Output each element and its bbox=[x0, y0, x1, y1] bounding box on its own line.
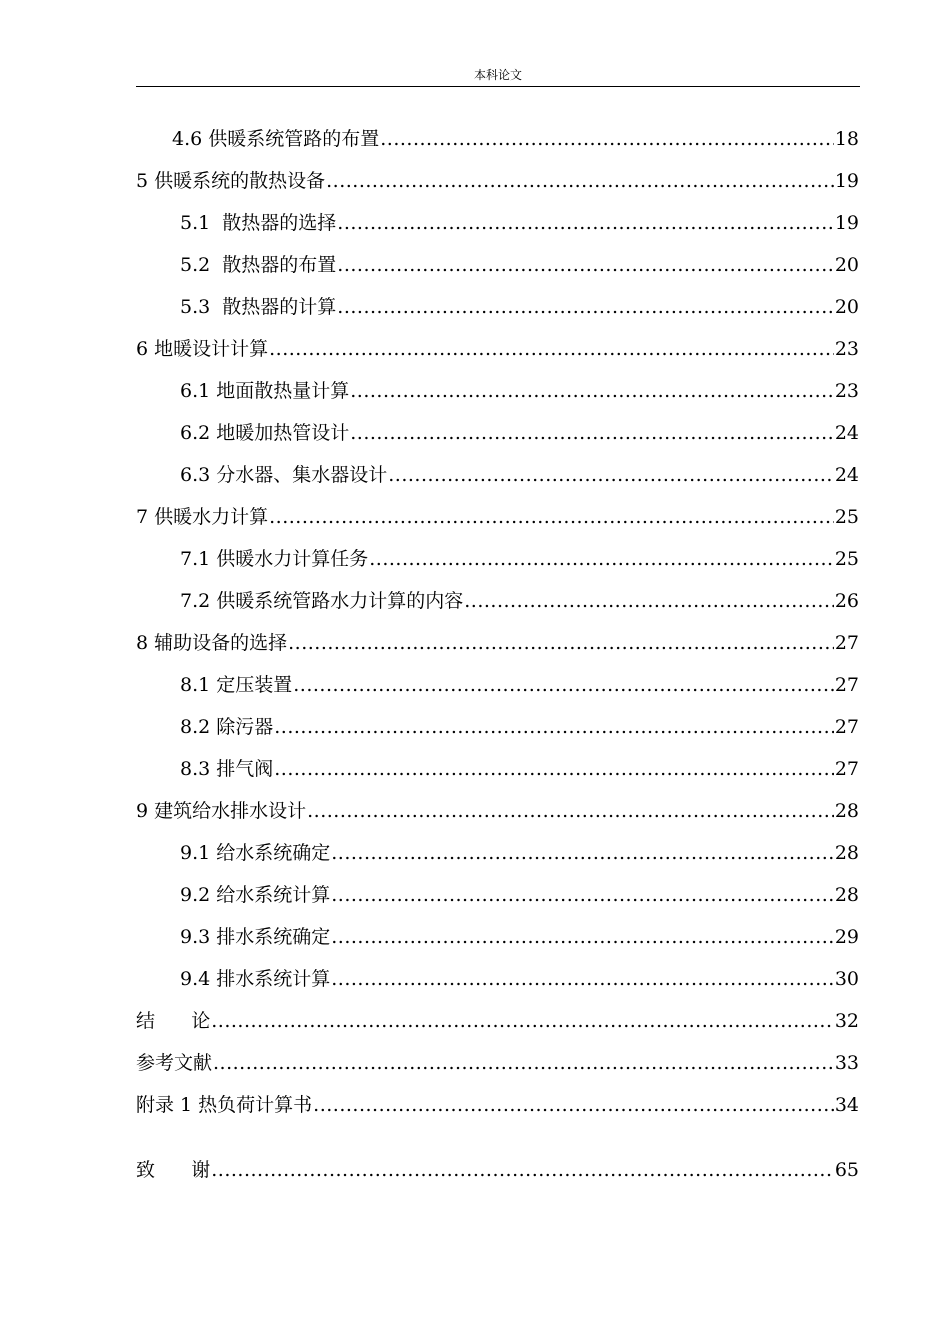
toc-entry-title: 4.6 供暖系统管路的布置 bbox=[172, 128, 380, 150]
toc-leader-dots bbox=[211, 1007, 834, 1035]
toc-entry[interactable] bbox=[136, 1091, 859, 1119]
toc-leader-dots bbox=[211, 1156, 834, 1184]
toc-leader-dots bbox=[274, 713, 834, 741]
toc-entry-title: 致 谢 bbox=[136, 1159, 211, 1181]
toc-entry[interactable] bbox=[136, 671, 859, 699]
toc-entry[interactable] bbox=[136, 839, 859, 867]
toc-entry-page: 24 bbox=[834, 464, 859, 486]
toc-entry-page: 27 bbox=[834, 674, 859, 696]
toc-leader-dots bbox=[293, 671, 834, 699]
toc-entry-page: 65 bbox=[834, 1159, 859, 1181]
toc-entry[interactable] bbox=[136, 1007, 859, 1035]
toc-entry[interactable] bbox=[136, 713, 859, 741]
toc-entry[interactable] bbox=[136, 503, 859, 531]
toc-entry[interactable] bbox=[136, 251, 859, 279]
toc-entry-page: 23 bbox=[834, 338, 859, 360]
toc-entry[interactable] bbox=[136, 377, 859, 405]
toc-entry-page: 19 bbox=[834, 170, 859, 192]
toc-entry-page: 18 bbox=[834, 128, 859, 150]
toc-entry-title: 5.3 散热器的计算 bbox=[180, 296, 337, 318]
toc-leader-dots bbox=[269, 503, 834, 531]
toc-entry-title: 6.2 地暖加热管设计 bbox=[180, 422, 350, 444]
toc-entry[interactable] bbox=[136, 923, 859, 951]
toc-entry-title: 6.3 分水器、集水器设计 bbox=[180, 464, 388, 486]
toc-entry[interactable] bbox=[136, 167, 859, 195]
toc-entry-title: 8 辅助设备的选择 bbox=[136, 632, 288, 654]
toc-entry[interactable] bbox=[136, 965, 859, 993]
table-of-contents bbox=[136, 0, 859, 1344]
toc-entry-title: 5.2 散热器的布置 bbox=[180, 254, 337, 276]
toc-leader-dots bbox=[464, 587, 834, 615]
toc-entry-page: 24 bbox=[834, 422, 859, 444]
toc-leader-dots bbox=[213, 1049, 834, 1077]
toc-entry-title: 7.2 供暖系统管路水力计算的内容 bbox=[180, 590, 464, 612]
toc-entry-title: 结 论 bbox=[136, 1010, 211, 1032]
toc-entry-page: 26 bbox=[834, 590, 859, 612]
toc-entry[interactable] bbox=[136, 545, 859, 573]
toc-leader-dots bbox=[380, 125, 834, 153]
toc-leader-dots bbox=[269, 335, 834, 363]
toc-entry-page: 34 bbox=[834, 1094, 859, 1116]
toc-leader-dots bbox=[337, 293, 834, 321]
toc-entry-title: 附录 1 热负荷计算书 bbox=[136, 1094, 313, 1116]
toc-entry-title: 9 建筑给水排水设计 bbox=[136, 800, 307, 822]
toc-entry-title: 6.1 地面散热量计算 bbox=[180, 380, 350, 402]
toc-entry-page: 27 bbox=[834, 632, 859, 654]
toc-entry-title: 9.4 排水系统计算 bbox=[180, 968, 331, 990]
toc-entry[interactable] bbox=[136, 461, 859, 489]
toc-entry[interactable] bbox=[136, 797, 859, 825]
toc-entry-title: 8.2 除污器 bbox=[180, 716, 274, 738]
toc-entry-page: 33 bbox=[834, 1052, 859, 1074]
toc-entry[interactable] bbox=[136, 419, 859, 447]
toc-leader-dots bbox=[350, 419, 834, 447]
toc-entry-page: 28 bbox=[834, 884, 859, 906]
toc-entry-page: 28 bbox=[834, 842, 859, 864]
toc-leader-dots bbox=[331, 923, 834, 951]
toc-leader-dots bbox=[288, 629, 834, 657]
toc-leader-dots bbox=[331, 965, 834, 993]
toc-leader-dots bbox=[307, 797, 834, 825]
toc-entry-page: 29 bbox=[834, 926, 859, 948]
toc-entry-title: 5 供暖系统的散热设备 bbox=[136, 170, 326, 192]
toc-entry-title: 9.2 给水系统计算 bbox=[180, 884, 331, 906]
toc-entry-title: 7 供暖水力计算 bbox=[136, 506, 269, 528]
toc-entry-page: 20 bbox=[834, 296, 859, 318]
toc-entry-page: 30 bbox=[834, 968, 859, 990]
toc-entry-page: 32 bbox=[834, 1010, 859, 1032]
toc-leader-dots bbox=[388, 461, 834, 489]
toc-entry-page: 20 bbox=[834, 254, 859, 276]
toc-entry[interactable] bbox=[136, 587, 859, 615]
toc-entry-page: 28 bbox=[834, 800, 859, 822]
toc-entry[interactable] bbox=[136, 629, 859, 657]
toc-entry[interactable] bbox=[136, 881, 859, 909]
toc-leader-dots bbox=[337, 251, 834, 279]
toc-entry[interactable] bbox=[136, 755, 859, 783]
toc-entry[interactable] bbox=[136, 1049, 859, 1077]
toc-entry-title: 8.3 排气阀 bbox=[180, 758, 274, 780]
toc-entry[interactable] bbox=[136, 335, 859, 363]
toc-entry[interactable] bbox=[136, 209, 859, 237]
toc-entry-page: 27 bbox=[834, 716, 859, 738]
toc-entry-title: 8.1 定压装置 bbox=[180, 674, 293, 696]
toc-leader-dots bbox=[337, 209, 834, 237]
toc-entry-page: 27 bbox=[834, 758, 859, 780]
toc-leader-dots bbox=[331, 881, 834, 909]
toc-entry-page: 23 bbox=[834, 380, 859, 402]
header-title: 本科论文 bbox=[473, 68, 522, 82]
toc-leader-dots bbox=[274, 755, 834, 783]
toc-leader-dots bbox=[331, 839, 834, 867]
toc-leader-dots bbox=[350, 377, 834, 405]
toc-entry-page: 25 bbox=[834, 548, 859, 570]
toc-entry-title: 7.1 供暖水力计算任务 bbox=[180, 548, 369, 570]
toc-entry[interactable] bbox=[136, 125, 859, 153]
toc-entry[interactable] bbox=[136, 1156, 859, 1184]
toc-leader-dots bbox=[313, 1091, 834, 1119]
toc-entry[interactable] bbox=[136, 293, 859, 321]
toc-entry-title: 参考文献 bbox=[136, 1052, 213, 1074]
toc-entry-title: 9.1 给水系统确定 bbox=[180, 842, 331, 864]
toc-entry-page: 19 bbox=[834, 212, 859, 234]
toc-entry-title: 5.1 散热器的选择 bbox=[180, 212, 337, 234]
toc-entry-title: 6 地暖设计计算 bbox=[136, 338, 269, 360]
toc-leader-dots bbox=[326, 167, 834, 195]
toc-leader-dots bbox=[369, 545, 834, 573]
toc-entry-page: 25 bbox=[834, 506, 859, 528]
toc-entry-title: 9.3 排水系统确定 bbox=[180, 926, 331, 948]
